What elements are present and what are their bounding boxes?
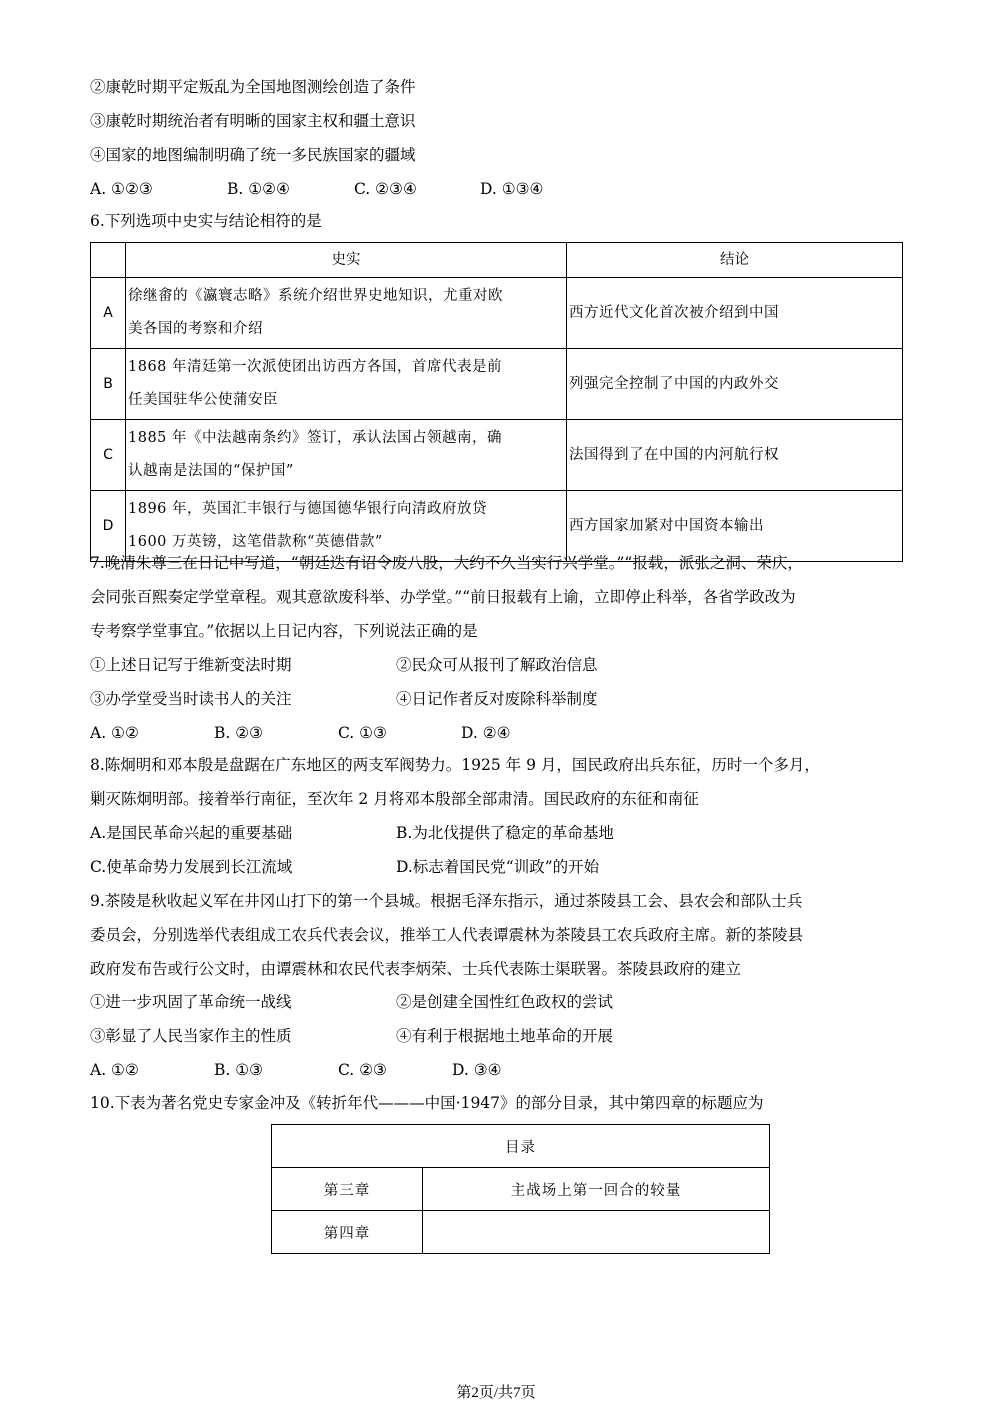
q9-option-c[interactable]: C. ②③ [338, 1061, 387, 1079]
q6-fact-line: 认越南是法国的“保护国” [128, 463, 294, 479]
q6-row-fact [126, 420, 567, 491]
toc-row [272, 1211, 770, 1254]
q9-option-a[interactable]: A. ①② [90, 1061, 139, 1079]
q6-row-a [91, 278, 903, 349]
q7-option-a[interactable]: A. ①② [90, 724, 139, 742]
q6-fact-line: 1885 年《中法越南条约》签订，承认法国占领越南，确 [128, 430, 503, 446]
q5-options [90, 179, 543, 199]
q6-row-c [91, 420, 903, 491]
q5-item-2: ②康乾时期平定叛乱为全国地图测绘创造了条件 [90, 78, 416, 96]
q6-fact-line: 1600 万英镑，这笔借款称“英德借款” [128, 534, 383, 550]
q5-option-c[interactable]: C. ②③④ [354, 180, 417, 198]
q6-header-conclusion: 结论 [567, 243, 903, 278]
q8-option-d[interactable]: D.标志着国民党“训政”的开始 [396, 858, 600, 876]
q6-table [90, 242, 903, 562]
q6-fact-line: 1896 年，英国汇丰银行与德国德华银行向清政府放贷 [128, 501, 488, 517]
q5-option-b[interactable]: B. ①②④ [227, 180, 290, 198]
q9-item-3: ③彰显了人民当家作主的性质 [90, 1027, 292, 1045]
q6-row-conclusion: 法国得到了在中国的内河航行权 [567, 420, 903, 491]
q8-stem-line-1: 8.陈炯明和邓本殷是盘踞在广东地区的两支军阀势力。1925 年 9 月，国民政府出兵东征，历时一个多月， [90, 756, 820, 774]
q6-row-letter: B [91, 349, 126, 420]
page-footer: 第2页/共7页 [456, 1385, 536, 1401]
q6-header-fact: 史实 [126, 243, 567, 278]
q6-row-letter: C [91, 420, 126, 491]
q6-header-row [91, 243, 903, 278]
toc-chapter: 第四章 [272, 1211, 423, 1254]
q7-item-4: ④日记作者反对废除科举制度 [396, 690, 598, 708]
q9-item-2: ②是创建全国性红色政权的尝试 [396, 993, 614, 1011]
q6-row-fact [126, 349, 567, 420]
q6-header-empty [91, 243, 126, 278]
q5-item-4: ④国家的地图编制明确了统一多民族国家的疆域 [90, 146, 416, 164]
q8-option-b[interactable]: B.为北伐提供了稳定的革命基地 [396, 824, 614, 842]
toc-chapter: 第三章 [272, 1168, 423, 1211]
q5-option-a[interactable]: A. ①②③ [90, 180, 153, 198]
q6-row-b [91, 349, 903, 420]
q8-option-c[interactable]: C.使革命势力发展到长江流域 [90, 858, 293, 876]
q9-option-b[interactable]: B. ①③ [214, 1061, 264, 1079]
q10-stem: 10.下表为著名党史专家金冲及《转折年代———中国·1947》的部分目录，其中第四章的标题应为 [90, 1094, 764, 1112]
q6-fact-line: 任美国驻华公使蒲安臣 [128, 392, 278, 408]
q6-row-conclusion: 西方近代文化首次被介绍到中国 [567, 278, 903, 349]
q6-row-fact [126, 278, 567, 349]
q6-stem: 6.下列选项中史实与结论相符的是 [90, 212, 322, 230]
toc-title: 目录 [272, 1125, 770, 1168]
q5-option-d[interactable]: D. ①③④ [480, 180, 544, 198]
q7-option-d[interactable]: D. ②④ [461, 724, 511, 742]
q8-option-a[interactable]: A.是国民革命兴起的重要基础 [90, 824, 293, 842]
q6-row-fact [126, 491, 567, 562]
q6-row-conclusion: 列强完全控制了中国的内政外交 [567, 349, 903, 420]
q7-stem-line-2: 会同张百熙奏定学堂章程。观其意欲废科举、办学堂。”“前日报载有上谕，立即停止科举，各省学政改为 [90, 588, 796, 606]
q9-stem-line-2: 委员会，分别选举代表组成工农兵代表会议，推举工人代表谭震林为茶陵县工农兵政府主席。新的茶陵县 [90, 926, 804, 944]
q9-item-4: ④有利于根据地土地革命的开展 [396, 1027, 614, 1045]
q6-row-letter: A [91, 278, 126, 349]
q8-stem-line-2: 剿灭陈炯明部。接着举行南征，至次年 2 月将邓本殷部全部肃清。国民政府的东征和南征 [90, 790, 699, 808]
q6-row-letter: D [91, 491, 126, 562]
q9-options [90, 1060, 502, 1080]
q7-stem-line-1: 7.晚清朱尊三在日记中写道，“朝廷迭有诏令废八股，大约不久当实行兴学堂。”“报载，派张之洞、荣庆， [90, 554, 803, 572]
q10-toc-table [271, 1124, 770, 1254]
toc-chapter-title: 主战场上第一回合的较量 [423, 1168, 770, 1211]
q7-option-b[interactable]: B. ②③ [214, 724, 264, 742]
q6-fact-line: 美各国的考察和介绍 [128, 321, 263, 337]
q9-stem-line-3: 政府发布告或行公文时，由谭震林和农民代表李炳荣、士兵代表陈士渠联署。茶陵县政府的建立 [90, 960, 742, 978]
q7-option-c[interactable]: C. ①③ [338, 724, 387, 742]
q6-row-d [91, 491, 903, 562]
q7-options [90, 723, 511, 743]
toc-title-row [272, 1125, 770, 1168]
q9-option-d[interactable]: D. ③④ [452, 1061, 502, 1079]
q5-item-3: ③康乾时期统治者有明晰的国家主权和疆土意识 [90, 112, 416, 130]
toc-row [272, 1168, 770, 1211]
q7-item-3: ③办学堂受当时读书人的关注 [90, 690, 292, 708]
q7-item-1: ①上述日记写于维新变法时期 [90, 656, 292, 674]
toc-chapter-title-blank [423, 1211, 770, 1254]
q6-fact-line: 1868 年清廷第一次派使团出访西方各国，首席代表是前 [128, 359, 503, 375]
q6-fact-line: 徐继畬的《瀛寰志略》系统介绍世界史地知识，尤重对欧 [128, 288, 503, 304]
q9-item-1: ①进一步巩固了革命统一战线 [90, 993, 292, 1011]
q9-stem-line-1: 9.茶陵是秋收起义军在井冈山打下的第一个县城。根据毛泽东指示，通过茶陵县工会、县农会和部队士兵 [90, 892, 803, 910]
q6-row-conclusion: 西方国家加紧对中国资本输出 [567, 491, 903, 562]
q7-item-2: ②民众可从报刊了解政治信息 [396, 656, 598, 674]
q7-stem-line-3: 专考察学堂事宜。”依据以上日记内容，下列说法正确的是 [90, 622, 478, 640]
